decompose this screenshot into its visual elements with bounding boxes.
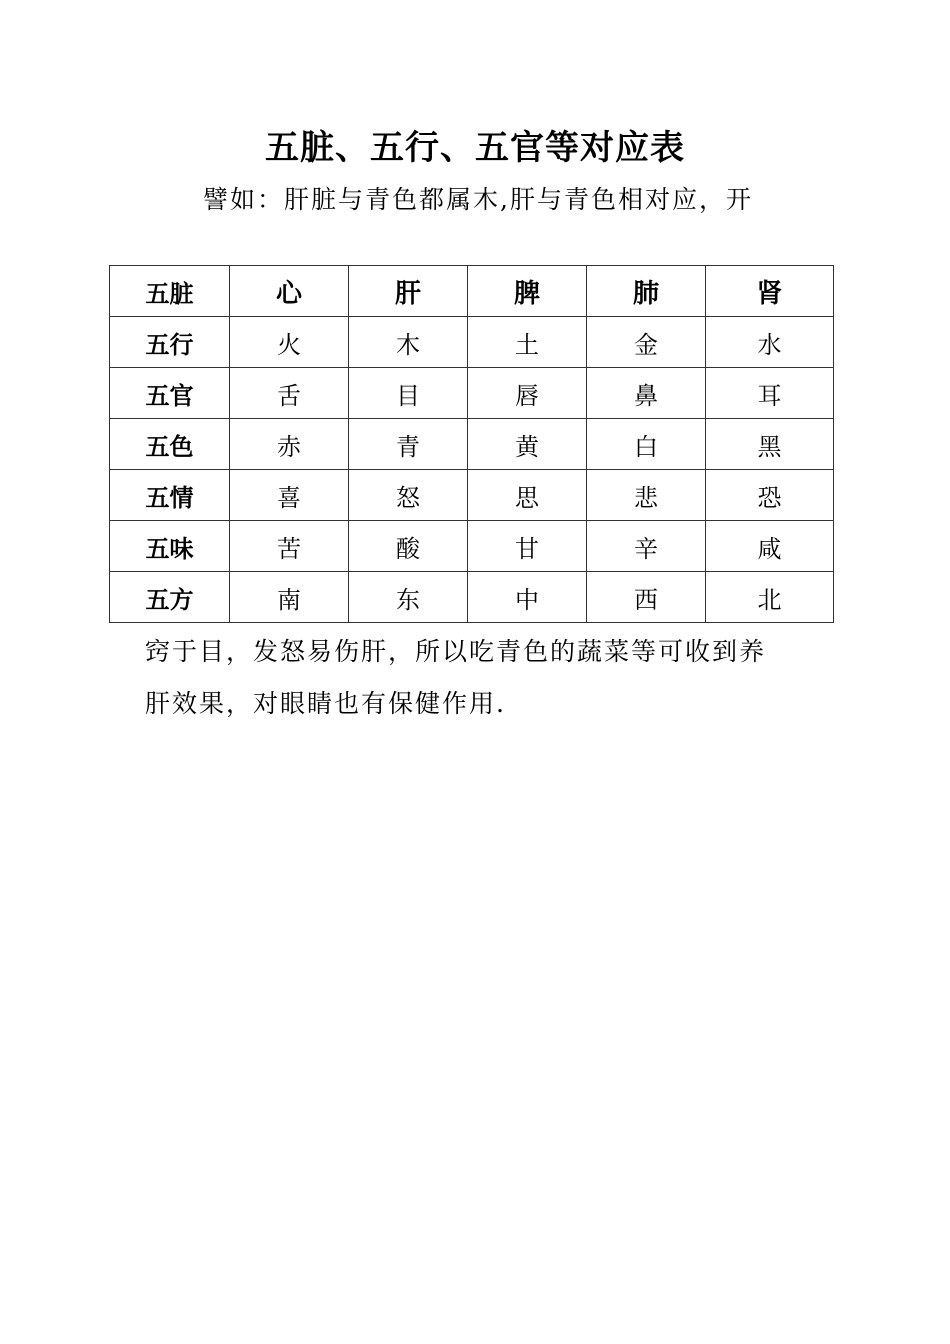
- table-cell: 喜: [230, 470, 349, 521]
- table-cell: 青: [349, 419, 468, 470]
- organ-cell: 肺: [587, 266, 706, 317]
- table-cell: 唇: [468, 368, 587, 419]
- table-cell: 黄: [468, 419, 587, 470]
- organ-cell: 脾: [468, 266, 587, 317]
- table-row: [110, 368, 834, 419]
- table-cell: 辛: [587, 521, 706, 572]
- row-label: 五味: [110, 521, 230, 572]
- correspondence-table-container: [109, 265, 834, 623]
- table-cell: 东: [349, 572, 468, 623]
- table-header-row: [110, 266, 834, 317]
- table-cell: 恐: [706, 470, 834, 521]
- intro-text: 譬如：肝脏与青色都属木,肝与青色相对应，开: [203, 185, 753, 214]
- row-label: 五行: [110, 317, 230, 368]
- table-cell: 咸: [706, 521, 834, 572]
- continuation-line: 肝效果，对眼睛也有保健作用.: [145, 689, 506, 718]
- table-cell: 苦: [230, 521, 349, 572]
- table-cell: 西: [587, 572, 706, 623]
- table-row: [110, 572, 834, 623]
- table-cell: 北: [706, 572, 834, 623]
- table-cell: 南: [230, 572, 349, 623]
- table-cell: 白: [587, 419, 706, 470]
- table-cell: 舌: [230, 368, 349, 419]
- table-row: [110, 419, 834, 470]
- row-label: 五色: [110, 419, 230, 470]
- organ-cell: 肝: [349, 266, 468, 317]
- table-cell: 土: [468, 317, 587, 368]
- organ-cell: 心: [230, 266, 349, 317]
- table-cell: 怒: [349, 470, 468, 521]
- table-cell: 目: [349, 368, 468, 419]
- table-cell: 甘: [468, 521, 587, 572]
- page-title: 五脏、五行、五官等对应表: [265, 128, 685, 168]
- table-cell: 思: [468, 470, 587, 521]
- table-cell: 木: [349, 317, 468, 368]
- table-row: [110, 317, 834, 368]
- table-cell: 中: [468, 572, 587, 623]
- table-cell: 水: [706, 317, 834, 368]
- table-cell: 鼻: [587, 368, 706, 419]
- row-label: 五情: [110, 470, 230, 521]
- table-row: [110, 521, 834, 572]
- row-label: 五官: [110, 368, 230, 419]
- table-cell: 悲: [587, 470, 706, 521]
- table-cell: 火: [230, 317, 349, 368]
- table-cell: 耳: [706, 368, 834, 419]
- row-label: 五脏: [110, 266, 230, 317]
- table-row: [110, 470, 834, 521]
- table-cell: 金: [587, 317, 706, 368]
- correspondence-table: [109, 265, 834, 623]
- table-cell: 赤: [230, 419, 349, 470]
- continuation-text: [145, 626, 825, 730]
- organ-cell: 肾: [706, 266, 834, 317]
- row-label: 五方: [110, 572, 230, 623]
- table-cell: 酸: [349, 521, 468, 572]
- continuation-line: 窍于目，发怒易伤肝，所以吃青色的蔬菜等可收到养: [145, 637, 767, 666]
- table-cell: 黑: [706, 419, 834, 470]
